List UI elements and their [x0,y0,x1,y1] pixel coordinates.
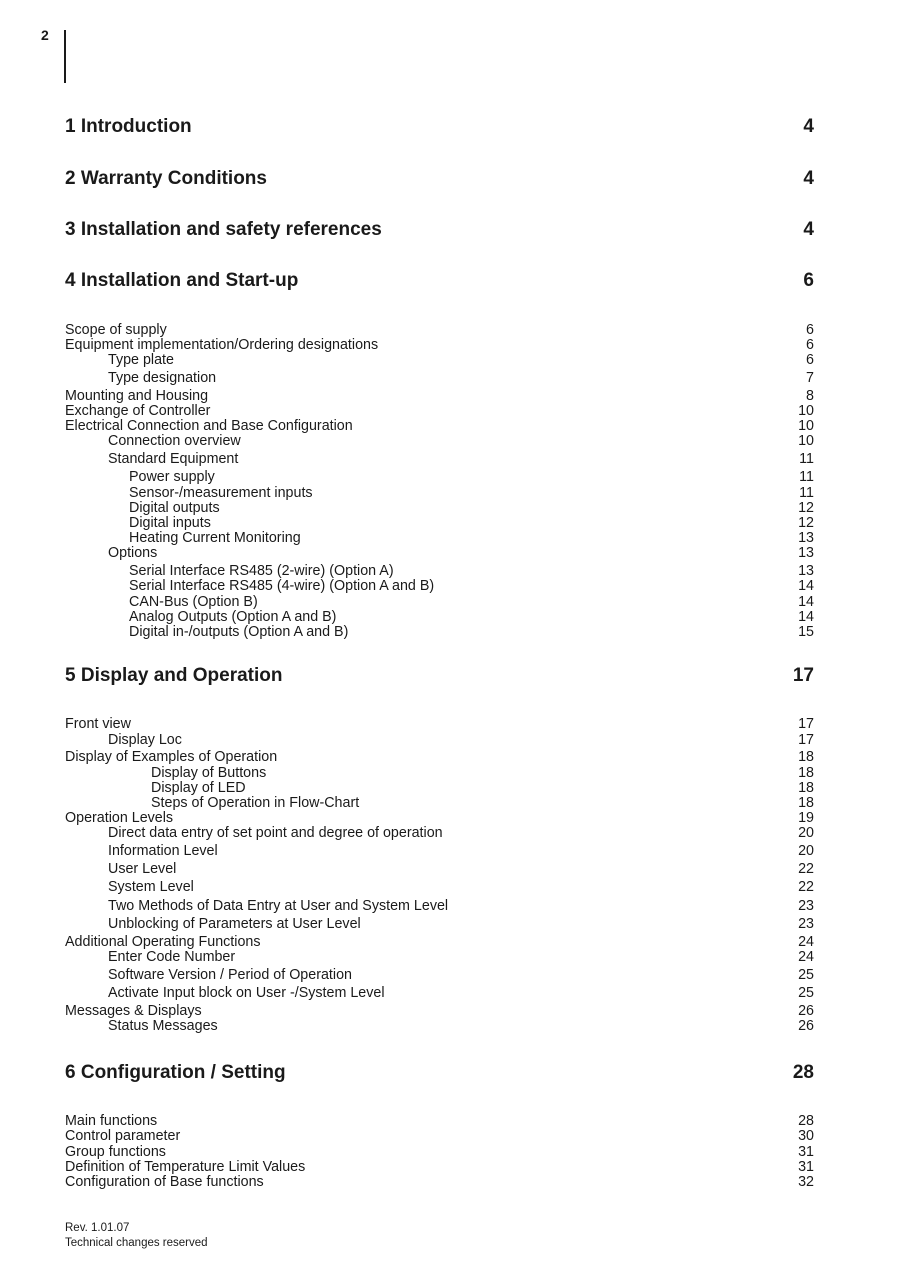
toc-entry-title: System Level [108,879,194,895]
toc-entry-page: 24 [798,934,814,950]
toc-entry-page: 10 [798,403,814,419]
toc-entry-page: 18 [798,765,814,781]
toc-entry-title: Two Methods of Data Entry at User and System Level [108,898,449,914]
footer [65,1221,208,1251]
toc-entry-page: 13 [798,563,814,579]
toc-entry-page: 23 [798,898,814,914]
toc-entry [65,470,814,485]
toc-entry-page: 23 [798,916,814,932]
toc-entry-title: Operation Levels [65,810,174,826]
toc-entry [65,546,814,561]
toc-entry-page: 25 [798,967,814,983]
toc-entry [65,862,814,877]
toc-entry-title: Display Loc [108,732,182,748]
toc-entry [65,1175,814,1190]
toc-entry-page: 8 [806,388,814,404]
toc-entry-title: Serial Interface RS485 (2-wire) (Option A) [129,563,394,579]
toc-entry-title: Equipment implementation/Ordering designations [65,337,379,353]
toc-entry-title: Display of LED [151,780,246,796]
toc-chapter [65,665,814,687]
toc-chapter [65,116,814,138]
revision-label: Rev. 1.01.07 [65,1222,130,1234]
toc-entry-title: 4 Installation and Start-up [65,270,299,291]
toc-entry-page: 11 [799,451,814,467]
toc-entry [65,323,814,338]
page-number: 2 [41,27,49,43]
toc-entry [65,766,814,781]
toc-entry [65,986,814,1001]
toc-entry [65,1004,814,1019]
toc-entry [65,1114,814,1129]
toc-entry [65,826,814,841]
toc-entry [65,1019,814,1034]
toc-entry [65,338,814,353]
toc-entry [65,1129,814,1144]
toc-entry [65,452,814,467]
toc-entry [65,1145,814,1160]
toc-entry [65,796,814,811]
toc-entry-title: Group functions [65,1144,166,1160]
toc-entry-title: Unblocking of Parameters at User Level [108,916,361,932]
toc-entry-page: 11 [799,469,814,485]
toc-entry-title: Direct data entry of set point and degree of operation [108,825,443,841]
toc-entry-page: 10 [798,433,814,449]
toc-entry-title: Software Version / Period of Operation [108,967,352,983]
toc-entry [65,917,814,932]
toc-entry-title: 2 Warranty Conditions [65,168,267,189]
toc-entry-page: 14 [798,594,814,610]
toc-entry-page: 17 [798,732,814,748]
toc-entry-title: Digital inputs [129,515,211,531]
toc-entry [65,486,814,501]
toc-entry-page: 15 [798,624,814,640]
toc-entry-page: 30 [798,1128,814,1144]
toc-entry-page: 13 [798,545,814,561]
toc-entry-page: 24 [798,949,814,965]
toc-entry-title: Sensor-/measurement inputs [129,485,313,501]
toc-entry-page: 22 [798,861,814,877]
toc-entry-page: 12 [798,500,814,516]
toc-entry-page: 32 [798,1174,814,1190]
toc-entry-page: 14 [798,578,814,594]
toc-entry [65,811,814,826]
toc-entry-title: Heating Current Monitoring [129,530,301,546]
toc-entry-title: Standard Equipment [108,451,239,467]
toc-entry-page: 4 [803,116,814,137]
toc-entry-page: 7 [806,370,814,386]
toc-entry-title: Digital in-/outputs (Option A and B) [129,624,349,640]
toc-entry-title: Activate Input block on User -/System Level [108,985,385,1001]
toc-entry-title: CAN-Bus (Option B) [129,594,258,610]
toc-entry-page: 13 [798,530,814,546]
toc-entry [65,733,814,748]
toc-entry-title: 1 Introduction [65,116,192,137]
toc-entry-title: Configuration of Base functions [65,1174,264,1190]
toc-entry [65,389,814,404]
toc-entry-page: 18 [798,795,814,811]
toc-entry-page: 20 [798,843,814,859]
toc-entry-page: 28 [798,1113,814,1129]
toc-entry [65,1160,814,1175]
toc-entry [65,353,814,368]
toc-entry-page: 4 [803,219,814,240]
toc-entry-title: Scope of supply [65,322,167,338]
toc-entry-title: Information Level [108,843,218,859]
toc-entry [65,404,814,419]
toc-entry [65,371,814,386]
toc-entry [65,899,814,914]
toc-entry-title: Electrical Connection and Base Configuration [65,418,353,434]
toc-entry-page: 11 [799,485,814,501]
toc-entry-title: Serial Interface RS485 (4-wire) (Option A and B) [129,578,435,594]
toc-entry-title: User Level [108,861,177,877]
table-of-contents [65,0,814,1274]
toc-entry-page: 10 [798,418,814,434]
toc-entry-page: 25 [798,985,814,1001]
toc-entry-page: 19 [798,810,814,826]
toc-entry-title: 6 Configuration / Setting [65,1062,286,1083]
toc-entry-page: 28 [792,1062,814,1083]
toc-entry [65,579,814,594]
toc-entry [65,610,814,625]
toc-entry-title: Control parameter [65,1128,181,1144]
toc-entry [65,950,814,965]
toc-entry-title: Type plate [108,352,174,368]
toc-chapter [65,168,814,190]
toc-chapter [65,270,814,292]
toc-entry-title: Type designation [108,370,217,386]
toc-entry-page: 6 [806,352,814,368]
toc-entry [65,531,814,546]
toc-entry-title: 3 Installation and safety references [65,219,382,240]
toc-entry-title: Power supply [129,469,215,485]
toc-chapter [65,219,814,241]
toc-entry [65,717,814,732]
toc-entry-title: Status Messages [108,1018,218,1034]
toc-entry-title: Definition of Temperature Limit Values [65,1159,306,1175]
toc-entry-title: 5 Display and Operation [65,665,283,686]
toc-entry-title: Digital outputs [129,500,220,516]
toc-entry-page: 31 [798,1159,814,1175]
toc-entry-page: 6 [806,322,814,338]
toc-entry-page: 26 [798,1003,814,1019]
toc-entry [65,564,814,579]
toc-entry-title: Front view [65,716,131,732]
toc-entry-title: Connection overview [108,433,241,449]
toc-entry [65,880,814,895]
toc-entry [65,625,814,640]
toc-entry-page: 18 [798,780,814,796]
toc-entry-page: 31 [798,1144,814,1160]
toc-entry-title: Display of Examples of Operation [65,749,278,765]
toc-entry-page: 17 [792,665,814,686]
toc-entry-title: Enter Code Number [108,949,236,965]
toc-entry-page: 6 [806,337,814,353]
toc-entry-page: 20 [798,825,814,841]
toc-entry-page: 4 [803,168,814,189]
toc-entry-page: 17 [798,716,814,732]
toc-entry [65,434,814,449]
toc-entry [65,750,814,765]
toc-entry [65,844,814,859]
toc-entry-title: Options [108,545,158,561]
footer-notice: Technical changes reserved [65,1237,208,1249]
toc-entry-title: Mounting and Housing [65,388,209,404]
toc-entry-page: 26 [798,1018,814,1034]
toc-entry [65,419,814,434]
toc-entry-title: Display of Buttons [151,765,267,781]
toc-entry [65,595,814,610]
toc-entry-page: 12 [798,515,814,531]
toc-entry-page: 14 [798,609,814,625]
toc-entry-page: 6 [803,270,814,291]
toc-entry [65,935,814,950]
toc-entry-page: 18 [798,749,814,765]
toc-entry-title: Messages & Displays [65,1003,202,1019]
toc-entry-page: 22 [798,879,814,895]
toc-entry-title: Steps of Operation in Flow-Chart [151,795,360,811]
toc-entry-title: Main functions [65,1113,158,1129]
toc-entry [65,968,814,983]
toc-entry-title: Exchange of Controller [65,403,211,419]
toc-chapter [65,1062,814,1084]
toc-entry [65,781,814,796]
toc-entry [65,501,814,516]
toc-entry-title: Analog Outputs (Option A and B) [129,609,337,625]
toc-entry [65,516,814,531]
toc-entry-title: Additional Operating Functions [65,934,261,950]
